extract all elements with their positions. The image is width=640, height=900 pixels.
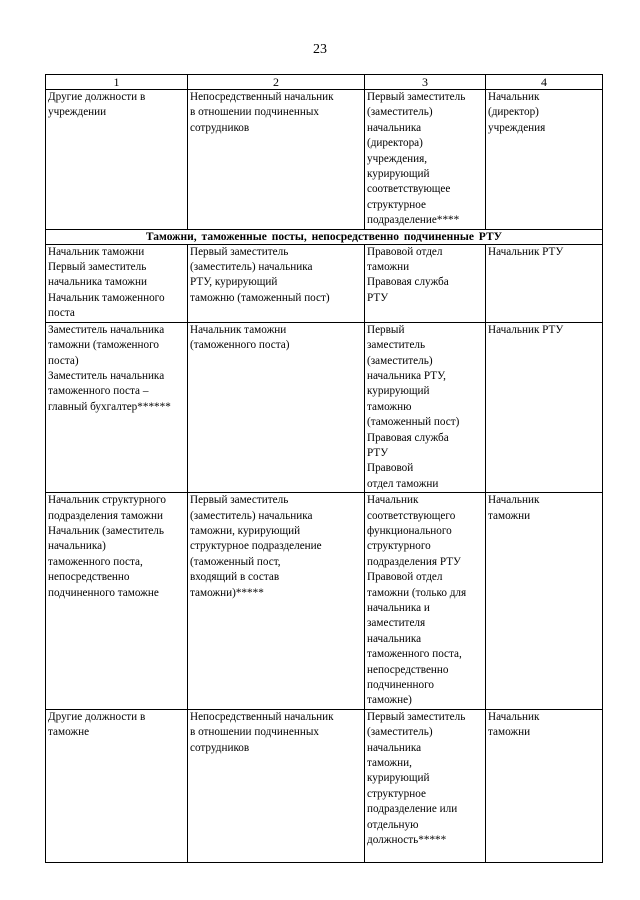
cell-text-line: Правовой xyxy=(367,462,414,475)
cell-text-line: Начальник таможни xyxy=(48,245,145,258)
cell-text-line: подразделение**** xyxy=(367,214,460,227)
cell-text-line: непосредственно xyxy=(48,571,130,584)
table-row xyxy=(46,244,603,322)
cell-text-line: структурное xyxy=(367,198,426,211)
row-3-col-1 xyxy=(46,493,188,710)
row-3-col-2 xyxy=(188,493,365,710)
row-3-col-4 xyxy=(486,493,603,710)
cell-text-line: Заместитель начальника xyxy=(48,369,165,382)
row-1-col-2 xyxy=(188,244,365,322)
cell-text-line: (таможенный пост, xyxy=(190,555,281,568)
cell-text-line: подразделения РТУ xyxy=(367,555,461,568)
row-4-col-2 xyxy=(188,709,365,862)
row-0-col-1 xyxy=(46,90,188,230)
cell-text-line: таможню (таможенный пост) xyxy=(190,291,330,304)
cell-text-line: Правовой отдел xyxy=(367,571,443,584)
cell-text-line: Первый заместитель xyxy=(190,494,289,507)
cell-text-line: заместитель xyxy=(367,339,426,352)
cell-text-line: соответствующего xyxy=(367,509,456,522)
cell-text-line: Первый заместитель xyxy=(367,91,466,103)
cell-text-line: Заместитель начальника xyxy=(48,323,165,336)
cell-text-line: Первый заместитель xyxy=(367,710,466,723)
cell-text-line: курирующий xyxy=(367,385,430,398)
cell-text-line: Начальник xyxy=(488,710,540,723)
cell-text-line: таможню xyxy=(367,400,412,413)
table-row xyxy=(46,709,603,862)
cell-text-line: Начальник таможенного xyxy=(48,291,165,304)
cell-text-line: таможни, курирующий xyxy=(190,524,301,537)
cell-text-line: структурного xyxy=(367,540,431,553)
row-2-col-3 xyxy=(365,322,486,492)
table-row xyxy=(46,90,603,230)
row-2-col-2 xyxy=(188,322,365,492)
section-title: Таможни, таможенные посты, непосредственно подчиненные РТУ xyxy=(46,229,603,244)
cell-text-line: подразделения таможни xyxy=(48,509,163,522)
column-header-1: 1 xyxy=(46,75,188,90)
cell-text-line: функционального xyxy=(367,524,452,537)
cell-text-line: Другие должности в xyxy=(48,91,146,103)
cell-text-line: (директор) xyxy=(488,106,539,119)
cell-text-line: Начальник (заместитель xyxy=(48,524,164,537)
cell-text-line: РТУ xyxy=(367,291,389,304)
cell-text-line: Начальник РТУ xyxy=(488,245,564,258)
cell-text-line: в отношении подчиненных xyxy=(190,106,319,119)
cell-text-line: таможенного поста, xyxy=(48,555,143,568)
cell-text-line: Начальник xyxy=(367,494,419,507)
cell-text-line: заместителя xyxy=(367,617,426,630)
cell-text-line: Правовая служба xyxy=(367,276,449,289)
cell-text-line: начальника xyxy=(367,741,422,754)
cell-text-line: таможни xyxy=(367,261,410,274)
row-2-col-4 xyxy=(486,322,603,492)
cell-text-line: структурное подразделение xyxy=(190,540,322,553)
column-header-3: 3 xyxy=(365,75,486,90)
cell-text-line: таможни)***** xyxy=(190,586,264,599)
cell-text-line: (таможенный пост) xyxy=(367,416,460,429)
cell-text-line: подчиненного таможне xyxy=(48,586,159,599)
cell-text-line: таможни (таможенного xyxy=(48,339,160,352)
header-row xyxy=(46,75,603,90)
cell-text-line: подразделение или xyxy=(367,803,458,816)
approval-table xyxy=(45,74,603,863)
cell-text-line: учреждении xyxy=(48,106,107,119)
row-3-col-3 xyxy=(365,493,486,710)
cell-text-line: таможенного поста – xyxy=(48,385,149,398)
row-1-col-4 xyxy=(486,244,603,322)
cell-text-line: (заместитель) xyxy=(367,106,433,119)
cell-text-line: в отношении подчиненных xyxy=(190,726,319,739)
cell-text-line: отдельную xyxy=(367,818,419,831)
cell-text-line: Первый заместитель xyxy=(48,261,147,274)
cell-text-line: подчиненного xyxy=(367,679,434,692)
cell-text-line: Начальник структурного xyxy=(48,494,166,507)
column-header-4: 4 xyxy=(486,75,603,90)
cell-text-line: начальника xyxy=(367,121,422,134)
cell-text-line: (директора) xyxy=(367,137,423,150)
row-1-col-1 xyxy=(46,244,188,322)
cell-text-line: сотрудников xyxy=(190,121,250,134)
cell-text-line: Начальник РТУ xyxy=(488,323,564,336)
cell-text-line: Первый заместитель xyxy=(190,245,289,258)
cell-text-line: Начальник таможни xyxy=(190,323,287,336)
cell-text-line: таможни, xyxy=(367,757,412,770)
cell-text-line: поста xyxy=(48,307,75,320)
cell-text-line: начальника таможни xyxy=(48,276,147,289)
cell-text-line: начальника) xyxy=(48,540,106,553)
row-4-col-1 xyxy=(46,709,188,862)
cell-text-line: начальника xyxy=(367,632,422,645)
cell-text-line: таможне) xyxy=(367,694,412,707)
cell-text-line: входящий в состав xyxy=(190,571,280,584)
cell-text-line: главный бухгалтер****** xyxy=(48,400,171,413)
cell-text-line: должность***** xyxy=(367,834,447,847)
cell-text-line: Первый xyxy=(367,323,405,336)
table-row xyxy=(46,493,603,710)
cell-text-line: (заместитель) начальника xyxy=(190,261,313,274)
cell-text-line: Правовой отдел xyxy=(367,245,443,258)
cell-text-line: Непосредственный начальник xyxy=(190,710,334,723)
row-0-col-4 xyxy=(486,90,603,230)
cell-text-line: таможенного поста, xyxy=(367,648,462,661)
cell-text-line: Непосредственный начальник xyxy=(190,91,334,103)
cell-text-line: учреждения xyxy=(488,121,546,134)
row-1-col-3 xyxy=(365,244,486,322)
section-row xyxy=(46,229,603,244)
page-number: 23 xyxy=(313,42,327,57)
cell-text-line: (заместитель) начальника xyxy=(190,509,313,522)
cell-text-line: учреждения, xyxy=(367,152,428,165)
row-2-col-1 xyxy=(46,322,188,492)
cell-text-line: курирующий xyxy=(367,772,430,785)
column-header-2: 2 xyxy=(188,75,365,90)
cell-text-line: Начальник xyxy=(488,91,540,103)
cell-text-line: (таможенного поста) xyxy=(190,339,290,352)
cell-text-line: Начальник xyxy=(488,494,540,507)
cell-text-line: (заместитель) xyxy=(367,726,433,739)
cell-text-line: непосредственно xyxy=(367,663,449,676)
cell-text-line: начальника РТУ, xyxy=(367,369,446,382)
row-0-col-3 xyxy=(365,90,486,230)
row-4-col-4 xyxy=(486,709,603,862)
cell-text-line: структурное xyxy=(367,787,426,800)
row-4-col-3 xyxy=(365,709,486,862)
cell-text-line: РТУ, курирующий xyxy=(190,276,278,289)
row-0-col-2 xyxy=(188,90,365,230)
cell-text-line: таможни (только для xyxy=(367,586,467,599)
cell-text-line: (заместитель) xyxy=(367,354,433,367)
cell-text-line: таможни xyxy=(488,726,531,739)
cell-text-line: РТУ xyxy=(367,446,389,459)
cell-text-line: отдел таможни xyxy=(367,477,439,490)
cell-text-line: поста) xyxy=(48,354,79,367)
table-row xyxy=(46,322,603,492)
cell-text-line: начальника и xyxy=(367,602,430,614)
cell-text-line: курирующий xyxy=(367,168,430,181)
cell-text-line: сотрудников xyxy=(190,741,250,754)
cell-text-line: Правовая служба xyxy=(367,431,449,444)
cell-text-line: таможни xyxy=(488,509,531,522)
cell-text-line: таможне xyxy=(48,726,90,739)
cell-text-line: соответствующее xyxy=(367,183,451,196)
cell-text-line: Другие должности в xyxy=(48,710,146,723)
